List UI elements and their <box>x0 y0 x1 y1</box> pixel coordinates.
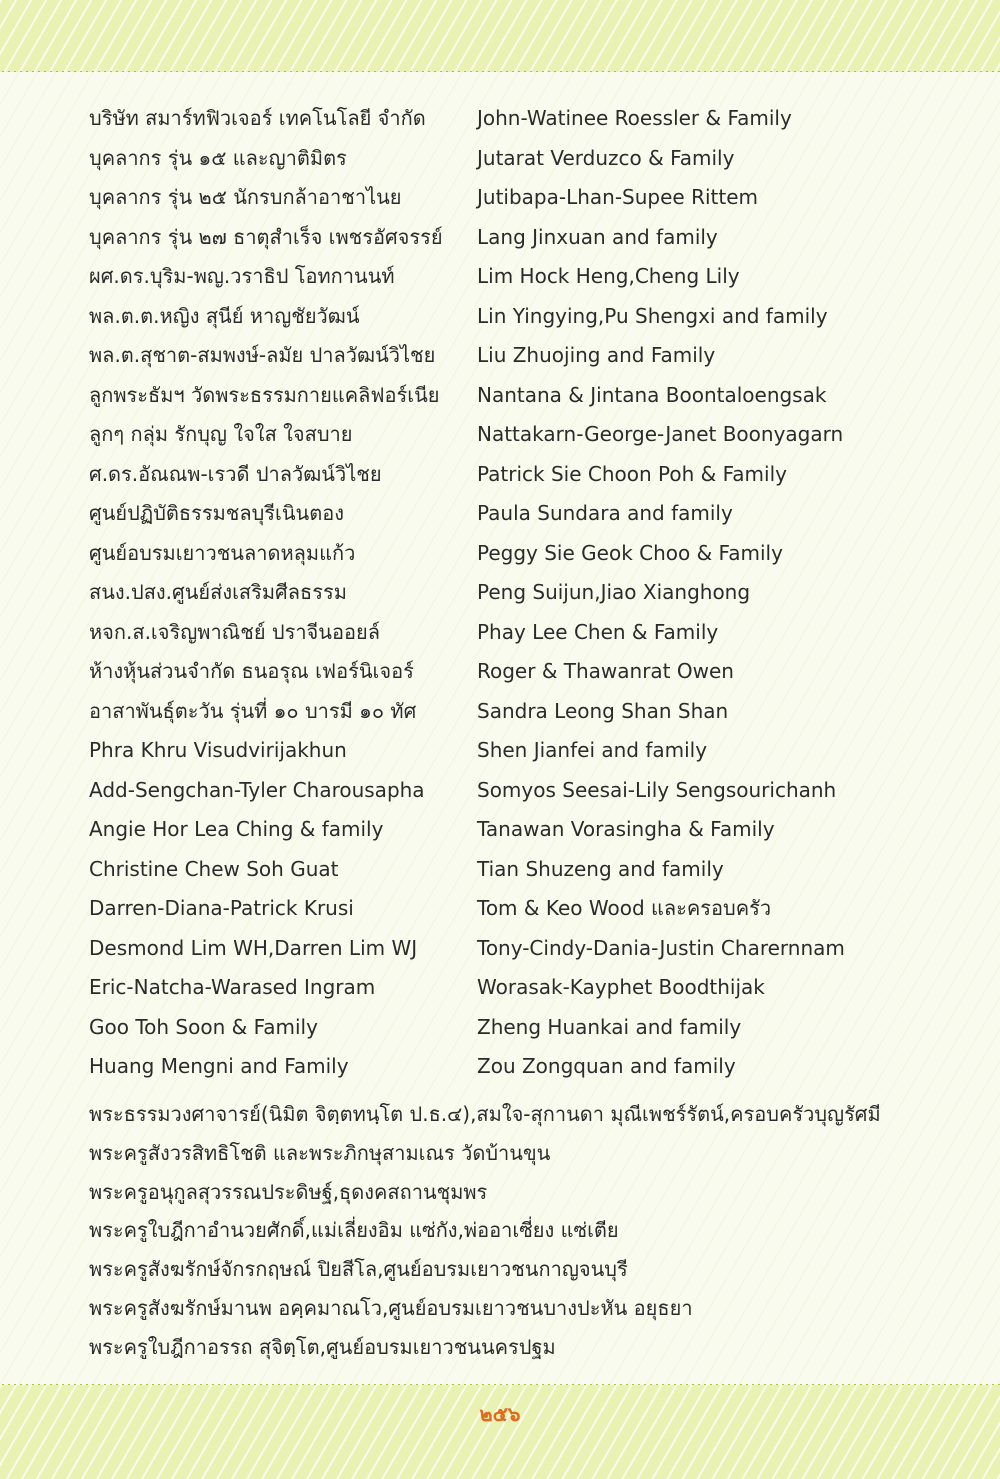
donor-name-left: หจก.ส.เจริญพาณิชย์ ปราจีนออยล์ <box>89 619 380 644</box>
donor-name-left: Phra Khru Visudvirijakhun <box>89 738 347 762</box>
donor-name-left: บุคลากร รุ่น ๒๕ นักรบกล้าอาชาไนย <box>89 185 402 209</box>
donor-name-right: Phay Lee Chen & Family <box>477 619 719 644</box>
donor-name-right: Peng Suijun,Jiao Xianghong <box>477 580 751 604</box>
donor-name-left: Desmond Lim WH,Darren Lim WJ <box>89 935 418 960</box>
donor-name-left: Eric-Natcha-Warased Ingram <box>89 975 376 999</box>
donor-name-left: พล.ต.ต.หญิง สุนีย์ หาญชัยวัฒน์ <box>89 303 360 328</box>
donor-name-right: Peggy Sie Geok Choo & Family <box>477 540 783 565</box>
page-number: ๒๕๖ <box>479 1402 521 1426</box>
donor-name-left: Goo Toh Soon & Family <box>89 1014 318 1039</box>
right-name-column <box>477 99 977 1087</box>
donor-name-left: บุคลากร รุ่น ๒๗ ธาตุสำเร็จ เพชรอัศจรรย์ <box>89 224 443 249</box>
donor-name-line: พระครูสังฆรักษ์มานพ อคฺคมาณโว,ศูนย์อบรมเยาวชนบางปะหัน อยุธยา <box>89 1295 693 1320</box>
donor-name-left: ศูนย์ปฏิบัติธรรมชลบุรีเนินตอง <box>89 501 344 525</box>
donor-name-right: John-Watinee Roessler & Family <box>477 106 792 130</box>
donor-name-left: ลูกๆ กลุ่ม รักบุญ ใจใส ใจสบาย <box>89 422 353 446</box>
donor-name-left: ลูกพระธัมฯ วัดพระธรรมกายแคลิฟอร์เนีย <box>89 382 440 407</box>
donor-name-right: Lang Jinxuan and family <box>477 224 718 249</box>
donor-name-line: พระครูอนุกูลสุวรรณประดิษฐ์,ธุดงคสถานชุมพร <box>89 1179 488 1204</box>
donor-name-left: ศ.ดร.อัณณพ-เรวดี ปาลวัฒน์วิไชย <box>89 461 382 486</box>
donor-name-line: พระครูใบฎีกาอำนวยศักดิ์,แม่เลี่ยงอิม แซ่กัง,พ่ออาเซี่ยง แซ่เตีย <box>89 1218 619 1243</box>
donor-name-right: Lim Hock Heng,Cheng Lily <box>477 264 740 288</box>
donor-name-line: พระธรรมวงศาจารย์(นิมิต จิตฺตทนฺโต ป.ธ.๔),สมใจ-สุกานดา มุณีเพชร์รัตน์,ครอบครัวบุญรัศมี <box>89 1102 881 1126</box>
donor-name-right: Paula Sundara and family <box>477 501 733 525</box>
donor-name-right: Lin Yingying,Pu Shengxi and family <box>477 303 828 328</box>
donor-name-right: Zou Zongquan and family <box>477 1054 736 1078</box>
donor-name-right: Jutibapa-Lhan-Supee Rittem <box>477 185 759 209</box>
donor-name-left: ศูนย์อบรมเยาวชนลาดหลุมแก้ว <box>89 540 356 565</box>
donor-name-left: Add-Sengchan-Tyler Charousapha <box>89 777 425 802</box>
donor-name-right: Jutarat Verduzco & Family <box>477 145 735 170</box>
donor-name-right: Liu Zhuojing and Family <box>477 343 716 367</box>
donor-name-left: Huang Mengni and Family <box>89 1054 349 1078</box>
donor-name-left: บริษัท สมาร์ทฟิวเจอร์ เทคโนโลยี จำกัด <box>89 106 426 130</box>
donor-name-left: ผศ.ดร.บุริม-พญ.วราธิป โอทกานนท์ <box>89 264 395 288</box>
donor-name-right: Somyos Seesai-Lily Sengsourichanh <box>477 777 837 802</box>
donor-name-left: Darren-Diana-Patrick Krusi <box>89 896 354 920</box>
top-decorative-band <box>0 0 1000 72</box>
donor-name-left: Angie Hor Lea Ching & family <box>89 817 384 841</box>
donor-name-left: บุคลากร รุ่น ๑๕ และญาติมิตร <box>89 145 347 170</box>
donor-name-right: Patrick Sie Choon Poh & Family <box>477 461 787 486</box>
full-width-name-list <box>89 1095 979 1367</box>
donor-name-right: Worasak-Kayphet Boodthijak <box>477 975 765 999</box>
donor-name-line: พระครูใบฎีกาอรรถ สุจิตฺโต,ศูนย์อบรมเยาวชนนครปฐม <box>89 1334 556 1359</box>
donor-name-right: Roger & Thawanrat Owen <box>477 659 734 683</box>
donor-name-left: สนง.ปสง.ศูนย์ส่งเสริมศีลธรรม <box>89 580 347 604</box>
donor-name-left: พล.ต.สุชาต-สมพงษ์-ลมัย ปาลวัฒน์วิไชย <box>89 343 436 367</box>
donor-name-line: พระครูสังฆรักษ์จักรกฤษณ์ ปิยสีโล,ศูนย์อบรมเยาวชนกาญจนบุรี <box>89 1257 628 1282</box>
donor-name-line: พระครูสังวรสิทธิโชติ และพระภิกษุสามเณร วัดบ้านขุน <box>89 1140 551 1165</box>
donor-name-right: Sandra Leong Shan Shan <box>477 698 729 723</box>
donor-name-right: Tom & Keo Wood และครอบครัว <box>477 896 772 920</box>
donor-name-left: อาสาพันธุ์ตะวัน รุ่นที่ ๑๐ บารมี ๑๐ ทัศ <box>89 698 417 723</box>
donor-name-right: Tanawan Vorasingha & Family <box>477 817 775 841</box>
left-name-column <box>89 99 469 1087</box>
donor-name-right: Zheng Huankai and family <box>477 1014 742 1039</box>
donor-name-right: Shen Jianfei and family <box>477 738 708 762</box>
donor-name-right: Tony-Cindy-Dania-Justin Charernnam <box>477 935 845 960</box>
donor-name-right: Nantana & Jintana Boontaloengsak <box>477 382 827 407</box>
donor-name-left: Christine Chew Soh Guat <box>89 856 339 881</box>
donor-name-right: Nattakarn-George-Janet Boonyagarn <box>477 422 844 446</box>
donor-name-left: ห้างหุ้นส่วนจำกัด ธนอรุณ เฟอร์นิเจอร์ <box>89 659 414 683</box>
donor-name-right: Tian Shuzeng and family <box>477 856 724 881</box>
